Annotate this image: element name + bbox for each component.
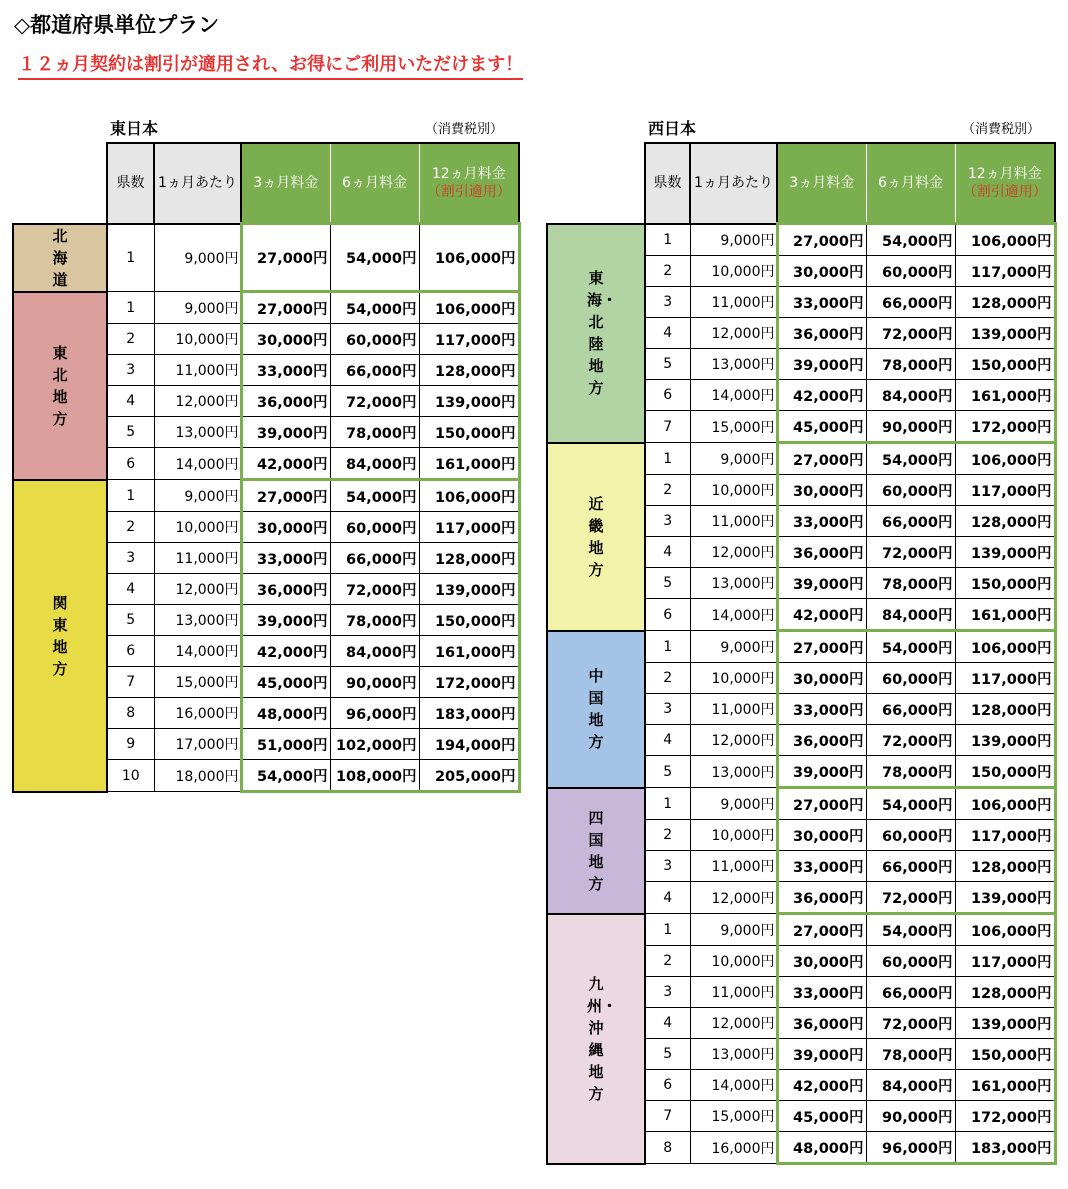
discount-applied-note: （割引適用） <box>962 184 1047 200</box>
price-12-month-cell: 150,000円 <box>955 349 1055 380</box>
monthly-rate-cell: 14,000円 <box>690 1070 777 1101</box>
price-6-month-cell: 66,000円 <box>866 506 955 537</box>
price-3-month-cell: 33,000円 <box>241 543 330 574</box>
price-3-month-cell: 42,000円 <box>777 599 866 631</box>
price-3-month-cell: 36,000円 <box>777 1008 866 1039</box>
header-6-month-price-label: 6ヵ月料金 <box>342 175 407 191</box>
price-12-month-cell: 161,000円 <box>419 448 519 480</box>
monthly-rate-cell: 16,000円 <box>154 698 241 729</box>
price-12-month-cell: 139,000円 <box>955 318 1055 349</box>
region-name: 四国地方 <box>588 808 604 893</box>
prefecture-count-cell: 9 <box>107 729 154 760</box>
region-label <box>547 788 645 914</box>
monthly-rate-cell: 12,000円 <box>154 574 241 605</box>
region-label <box>13 480 107 792</box>
west-tax-note: （消費税別） <box>962 122 1041 137</box>
prefecture-count-cell: 1 <box>645 788 690 820</box>
region-label <box>547 914 645 1164</box>
header-prefecture-count-label: 県数 <box>653 175 682 192</box>
price-6-month-cell: 90,000円 <box>330 667 419 698</box>
header-monthly-rate-label: 1ヵ月あたり <box>694 175 773 192</box>
header-6-month-price <box>866 143 955 224</box>
price-12-month-cell: 172,000円 <box>419 667 519 698</box>
prefecture-count-cell: 5 <box>107 417 154 448</box>
price-12-month-cell: 150,000円 <box>955 1039 1055 1070</box>
price-12-month-cell: 139,000円 <box>955 882 1055 914</box>
price-12-month-cell: 117,000円 <box>955 475 1055 506</box>
price-12-month-cell: 106,000円 <box>955 788 1055 820</box>
price-12-month-cell: 205,000円 <box>419 760 519 792</box>
price-6-month-cell: 60,000円 <box>866 946 955 977</box>
monthly-rate-cell: 9,000円 <box>690 631 777 663</box>
prefecture-count-cell: 2 <box>107 512 154 543</box>
monthly-rate-cell: 9,000円 <box>154 480 241 512</box>
monthly-rate-cell: 10,000円 <box>690 663 777 694</box>
prefecture-count-cell: 4 <box>645 882 690 914</box>
prefecture-count-cell: 2 <box>107 324 154 355</box>
price-3-month-cell: 27,000円 <box>777 224 866 256</box>
price-12-month-cell: 117,000円 <box>419 512 519 543</box>
west-japan-title: 西日本 <box>648 119 697 138</box>
prefecture-count-cell: 3 <box>107 543 154 574</box>
price-3-month-cell: 45,000円 <box>777 1101 866 1132</box>
monthly-rate-cell: 17,000円 <box>154 729 241 760</box>
price-6-month-cell: 54,000円 <box>330 480 419 512</box>
price-6-month-cell: 66,000円 <box>866 851 955 882</box>
price-12-month-cell: 117,000円 <box>955 820 1055 851</box>
prefecture-count-cell: 1 <box>107 480 154 512</box>
price-6-month-cell: 96,000円 <box>330 698 419 729</box>
price-12-month-cell: 172,000円 <box>955 411 1055 443</box>
price-12-month-cell: 128,000円 <box>955 287 1055 318</box>
price-6-month-cell: 72,000円 <box>866 537 955 568</box>
prefecture-count-cell: 5 <box>645 756 690 788</box>
region-name: 北海道 <box>52 226 68 289</box>
price-3-month-cell: 30,000円 <box>777 475 866 506</box>
header-monthly-rate-label: 1ヵ月あたり <box>158 175 237 192</box>
prefecture-count-cell: 3 <box>645 851 690 882</box>
prefecture-count-cell: 3 <box>645 694 690 725</box>
price-12-month-cell: 117,000円 <box>955 256 1055 287</box>
prefecture-count-cell: 3 <box>645 287 690 318</box>
price-3-month-cell: 33,000円 <box>777 287 866 318</box>
monthly-rate-cell: 11,000円 <box>690 506 777 537</box>
monthly-rate-cell: 10,000円 <box>690 475 777 506</box>
prefecture-count-cell: 4 <box>645 1008 690 1039</box>
price-12-month-cell: 161,000円 <box>955 1070 1055 1101</box>
price-6-month-cell: 60,000円 <box>330 512 419 543</box>
monthly-rate-cell: 9,000円 <box>690 224 777 256</box>
price-6-month-cell: 54,000円 <box>866 224 955 256</box>
price-12-month-cell: 150,000円 <box>955 756 1055 788</box>
monthly-rate-cell: 13,000円 <box>154 605 241 636</box>
price-3-month-cell: 48,000円 <box>241 698 330 729</box>
price-12-month-cell: 106,000円 <box>955 224 1055 256</box>
price-3-month-cell: 33,000円 <box>777 977 866 1008</box>
price-12-month-cell: 128,000円 <box>955 977 1055 1008</box>
region-name: 近畿地方 <box>588 494 604 579</box>
price-3-month-cell: 33,000円 <box>241 355 330 386</box>
header-blank-cell <box>13 143 107 224</box>
price-6-month-cell: 96,000円 <box>866 1132 955 1164</box>
monthly-rate-cell: 10,000円 <box>690 820 777 851</box>
price-6-month-cell: 72,000円 <box>866 882 955 914</box>
price-3-month-cell: 30,000円 <box>777 256 866 287</box>
table-row <box>547 914 1055 946</box>
header-12-month-price <box>419 143 519 224</box>
price-12-month-cell: 183,000円 <box>419 698 519 729</box>
monthly-rate-cell: 9,000円 <box>690 443 777 475</box>
price-3-month-cell: 27,000円 <box>241 480 330 512</box>
price-12-month-cell: 128,000円 <box>419 355 519 386</box>
monthly-rate-cell: 12,000円 <box>690 537 777 568</box>
prefecture-count-cell: 2 <box>645 475 690 506</box>
region-name: 中国地方 <box>588 667 604 751</box>
price-6-month-cell: 102,000円 <box>330 729 419 760</box>
prefecture-count-cell: 2 <box>645 663 690 694</box>
monthly-rate-cell: 14,000円 <box>154 448 241 480</box>
price-3-month-cell: 39,000円 <box>241 605 330 636</box>
monthly-rate-cell: 9,000円 <box>690 914 777 946</box>
price-3-month-cell: 36,000円 <box>241 386 330 417</box>
price-3-month-cell: 48,000円 <box>777 1132 866 1164</box>
price-12-month-cell: 106,000円 <box>419 224 519 292</box>
monthly-rate-cell: 13,000円 <box>690 568 777 599</box>
price-12-month-cell: 183,000円 <box>955 1132 1055 1164</box>
price-3-month-cell: 45,000円 <box>241 667 330 698</box>
prefecture-count-cell: 6 <box>645 599 690 631</box>
price-3-month-cell: 33,000円 <box>777 506 866 537</box>
header-row <box>547 143 1055 224</box>
price-6-month-cell: 66,000円 <box>330 543 419 574</box>
price-12-month-cell: 139,000円 <box>419 386 519 417</box>
price-6-month-cell: 72,000円 <box>330 386 419 417</box>
header-prefecture-count <box>107 143 154 224</box>
prefecture-count-cell: 4 <box>107 574 154 605</box>
price-3-month-cell: 39,000円 <box>777 1039 866 1070</box>
region-label <box>13 224 107 292</box>
price-6-month-cell: 60,000円 <box>330 324 419 355</box>
price-3-month-cell: 42,000円 <box>777 1070 866 1101</box>
discount-notice: １２ヵ月契約は割引が適用され、お得にご利用いただけます！ <box>18 52 523 80</box>
prefecture-count-cell: 6 <box>107 636 154 667</box>
prefecture-count-cell: 8 <box>645 1132 690 1164</box>
region-label <box>547 631 645 788</box>
price-6-month-cell: 78,000円 <box>866 1039 955 1070</box>
monthly-rate-cell: 15,000円 <box>690 411 777 443</box>
prefecture-count-cell: 5 <box>645 568 690 599</box>
price-12-month-cell: 128,000円 <box>955 506 1055 537</box>
price-12-month-cell: 161,000円 <box>955 599 1055 631</box>
price-6-month-cell: 60,000円 <box>866 663 955 694</box>
prefecture-count-cell: 1 <box>645 914 690 946</box>
price-3-month-cell: 30,000円 <box>777 820 866 851</box>
price-6-month-cell: 84,000円 <box>330 636 419 667</box>
prefecture-count-cell: 6 <box>107 448 154 480</box>
monthly-rate-cell: 10,000円 <box>690 256 777 287</box>
price-12-month-cell: 128,000円 <box>955 851 1055 882</box>
page-title: ◇都道府県単位プラン <box>14 13 220 37</box>
region-name: 関東地方 <box>52 593 68 678</box>
price-6-month-cell: 72,000円 <box>866 1008 955 1039</box>
price-3-month-cell: 42,000円 <box>241 448 330 480</box>
prefecture-count-cell: 2 <box>645 946 690 977</box>
price-6-month-cell: 78,000円 <box>330 605 419 636</box>
prefecture-count-cell: 7 <box>107 667 154 698</box>
prefecture-count-cell: 2 <box>645 820 690 851</box>
price-3-month-cell: 54,000円 <box>241 760 330 792</box>
price-12-month-cell: 161,000円 <box>419 636 519 667</box>
east-japan-title: 東日本 <box>110 119 159 138</box>
price-6-month-cell: 60,000円 <box>866 820 955 851</box>
region-name: 東海・北陸地方 <box>587 269 618 397</box>
price-6-month-cell: 66,000円 <box>330 355 419 386</box>
monthly-rate-cell: 12,000円 <box>690 882 777 914</box>
price-3-month-cell: 27,000円 <box>241 292 330 324</box>
table-row <box>547 443 1055 475</box>
price-3-month-cell: 39,000円 <box>241 417 330 448</box>
price-3-month-cell: 27,000円 <box>777 443 866 475</box>
price-3-month-cell: 39,000円 <box>777 756 866 788</box>
monthly-rate-cell: 12,000円 <box>690 318 777 349</box>
prefecture-count-cell: 3 <box>107 355 154 386</box>
monthly-rate-cell: 13,000円 <box>690 1039 777 1070</box>
monthly-rate-cell: 12,000円 <box>690 725 777 756</box>
price-12-month-cell: 128,000円 <box>955 694 1055 725</box>
price-12-month-cell: 117,000円 <box>955 663 1055 694</box>
price-6-month-cell: 108,000円 <box>330 760 419 792</box>
price-12-month-cell: 106,000円 <box>419 480 519 512</box>
header-row <box>13 143 519 224</box>
price-3-month-cell: 36,000円 <box>777 725 866 756</box>
prefecture-count-cell: 5 <box>645 1039 690 1070</box>
monthly-rate-cell: 11,000円 <box>690 694 777 725</box>
region-label <box>13 292 107 480</box>
price-6-month-cell: 78,000円 <box>866 349 955 380</box>
price-6-month-cell: 66,000円 <box>866 694 955 725</box>
price-3-month-cell: 39,000円 <box>777 349 866 380</box>
monthly-rate-cell: 9,000円 <box>154 224 241 292</box>
east-japan-price-table <box>12 142 521 793</box>
monthly-rate-cell: 14,000円 <box>690 380 777 411</box>
price-12-month-cell: 139,000円 <box>419 574 519 605</box>
price-3-month-cell: 36,000円 <box>777 882 866 914</box>
prefecture-count-cell: 5 <box>645 349 690 380</box>
monthly-rate-cell: 11,000円 <box>690 287 777 318</box>
price-12-month-cell: 106,000円 <box>955 443 1055 475</box>
price-12-month-cell: 139,000円 <box>955 725 1055 756</box>
price-6-month-cell: 54,000円 <box>330 224 419 292</box>
monthly-rate-cell: 11,000円 <box>690 977 777 1008</box>
region-label <box>547 224 645 443</box>
price-3-month-cell: 27,000円 <box>777 631 866 663</box>
monthly-rate-cell: 9,000円 <box>690 788 777 820</box>
price-12-month-cell: 128,000円 <box>419 543 519 574</box>
price-3-month-cell: 36,000円 <box>777 318 866 349</box>
price-6-month-cell: 84,000円 <box>330 448 419 480</box>
monthly-rate-cell: 12,000円 <box>690 1008 777 1039</box>
price-6-month-cell: 54,000円 <box>866 914 955 946</box>
header-monthly-rate <box>154 143 241 224</box>
price-12-month-cell: 150,000円 <box>955 568 1055 599</box>
price-6-month-cell: 54,000円 <box>866 443 955 475</box>
prefecture-count-cell: 8 <box>107 698 154 729</box>
price-3-month-cell: 27,000円 <box>241 224 330 292</box>
price-6-month-cell: 78,000円 <box>866 568 955 599</box>
price-6-month-cell: 54,000円 <box>330 292 419 324</box>
price-12-month-cell: 117,000円 <box>955 946 1055 977</box>
table-row <box>547 788 1055 820</box>
price-3-month-cell: 51,000円 <box>241 729 330 760</box>
price-6-month-cell: 72,000円 <box>866 318 955 349</box>
prefecture-count-cell: 1 <box>645 443 690 475</box>
prefecture-count-cell: 10 <box>107 760 154 792</box>
header-3-month-price <box>777 143 866 224</box>
price-6-month-cell: 72,000円 <box>330 574 419 605</box>
monthly-rate-cell: 13,000円 <box>690 756 777 788</box>
monthly-rate-cell: 10,000円 <box>690 946 777 977</box>
monthly-rate-cell: 11,000円 <box>690 851 777 882</box>
header-6-month-price-label: 6ヵ月料金 <box>878 175 943 191</box>
header-12-month-price <box>955 143 1055 224</box>
monthly-rate-cell: 15,000円 <box>690 1101 777 1132</box>
price-3-month-cell: 45,000円 <box>777 411 866 443</box>
price-3-month-cell: 27,000円 <box>777 788 866 820</box>
prefecture-count-cell: 4 <box>107 386 154 417</box>
price-6-month-cell: 60,000円 <box>866 256 955 287</box>
east-tax-note: （消費税別） <box>425 122 504 137</box>
price-6-month-cell: 66,000円 <box>866 287 955 318</box>
prefecture-count-cell: 7 <box>645 411 690 443</box>
price-12-month-cell: 150,000円 <box>419 417 519 448</box>
price-12-month-cell: 139,000円 <box>955 1008 1055 1039</box>
monthly-rate-cell: 11,000円 <box>154 355 241 386</box>
table-row <box>13 480 519 512</box>
prefecture-count-cell: 1 <box>107 292 154 324</box>
price-6-month-cell: 84,000円 <box>866 599 955 631</box>
price-6-month-cell: 54,000円 <box>866 788 955 820</box>
prefecture-count-cell: 7 <box>645 1101 690 1132</box>
price-3-month-cell: 36,000円 <box>241 574 330 605</box>
price-6-month-cell: 72,000円 <box>866 725 955 756</box>
monthly-rate-cell: 13,000円 <box>690 349 777 380</box>
region-name: 九州・沖縄地方 <box>587 974 618 1103</box>
header-prefecture-count-label: 県数 <box>116 175 145 192</box>
header-3-month-price-label: 3ヵ月料金 <box>789 175 855 191</box>
price-6-month-cell: 66,000円 <box>866 977 955 1008</box>
price-6-month-cell: 90,000円 <box>866 1101 955 1132</box>
prefecture-count-cell: 4 <box>645 725 690 756</box>
prefecture-count-cell: 6 <box>645 1070 690 1101</box>
header-3-month-price-label: 3ヵ月料金 <box>253 175 319 191</box>
price-3-month-cell: 27,000円 <box>777 914 866 946</box>
price-12-month-cell: 172,000円 <box>955 1101 1055 1132</box>
prefecture-count-cell: 6 <box>645 380 690 411</box>
header-3-month-price <box>241 143 330 224</box>
prefecture-count-cell: 1 <box>107 224 154 292</box>
region-label <box>547 443 645 631</box>
discount-applied-note: （割引適用） <box>426 184 511 200</box>
price-12-month-cell: 106,000円 <box>419 292 519 324</box>
price-6-month-cell: 90,000円 <box>866 411 955 443</box>
monthly-rate-cell: 11,000円 <box>154 543 241 574</box>
table-row <box>13 292 519 324</box>
table-row <box>13 224 519 292</box>
prefecture-count-cell: 2 <box>645 256 690 287</box>
header-6-month-price <box>330 143 419 224</box>
prefecture-count-cell: 3 <box>645 506 690 537</box>
prefecture-count-cell: 1 <box>645 224 690 256</box>
monthly-rate-cell: 10,000円 <box>154 512 241 543</box>
header-12-month-price-label: 12ヵ月料金 <box>431 166 506 182</box>
price-3-month-cell: 33,000円 <box>777 851 866 882</box>
table-row <box>547 224 1055 256</box>
header-12-month-price-label: 12ヵ月料金 <box>967 166 1042 182</box>
price-6-month-cell: 84,000円 <box>866 380 955 411</box>
table-row <box>547 631 1055 663</box>
price-3-month-cell: 36,000円 <box>777 537 866 568</box>
monthly-rate-cell: 15,000円 <box>154 667 241 698</box>
price-6-month-cell: 78,000円 <box>330 417 419 448</box>
price-12-month-cell: 161,000円 <box>955 380 1055 411</box>
price-3-month-cell: 39,000円 <box>777 568 866 599</box>
prefecture-count-cell: 5 <box>107 605 154 636</box>
header-monthly-rate <box>690 143 777 224</box>
price-12-month-cell: 194,000円 <box>419 729 519 760</box>
monthly-rate-cell: 14,000円 <box>154 636 241 667</box>
monthly-rate-cell: 13,000円 <box>154 417 241 448</box>
region-name: 東北地方 <box>52 343 68 428</box>
monthly-rate-cell: 9,000円 <box>154 292 241 324</box>
price-12-month-cell: 106,000円 <box>955 631 1055 663</box>
monthly-rate-cell: 14,000円 <box>690 599 777 631</box>
price-3-month-cell: 33,000円 <box>777 694 866 725</box>
header-blank-cell <box>547 143 645 224</box>
price-12-month-cell: 106,000円 <box>955 914 1055 946</box>
monthly-rate-cell: 12,000円 <box>154 386 241 417</box>
prefecture-count-cell: 4 <box>645 537 690 568</box>
prefecture-count-cell: 3 <box>645 977 690 1008</box>
price-3-month-cell: 30,000円 <box>241 324 330 355</box>
price-3-month-cell: 42,000円 <box>241 636 330 667</box>
prefecture-count-cell: 1 <box>645 631 690 663</box>
monthly-rate-cell: 16,000円 <box>690 1132 777 1164</box>
price-12-month-cell: 117,000円 <box>419 324 519 355</box>
price-6-month-cell: 78,000円 <box>866 756 955 788</box>
prefecture-count-cell: 4 <box>645 318 690 349</box>
price-12-month-cell: 139,000円 <box>955 537 1055 568</box>
monthly-rate-cell: 10,000円 <box>154 324 241 355</box>
header-prefecture-count <box>645 143 690 224</box>
price-3-month-cell: 30,000円 <box>241 512 330 543</box>
price-6-month-cell: 54,000円 <box>866 631 955 663</box>
monthly-rate-cell: 18,000円 <box>154 760 241 792</box>
price-3-month-cell: 42,000円 <box>777 380 866 411</box>
price-3-month-cell: 30,000円 <box>777 946 866 977</box>
price-6-month-cell: 60,000円 <box>866 475 955 506</box>
price-6-month-cell: 84,000円 <box>866 1070 955 1101</box>
price-3-month-cell: 30,000円 <box>777 663 866 694</box>
west-japan-price-table <box>546 142 1057 1165</box>
price-12-month-cell: 150,000円 <box>419 605 519 636</box>
